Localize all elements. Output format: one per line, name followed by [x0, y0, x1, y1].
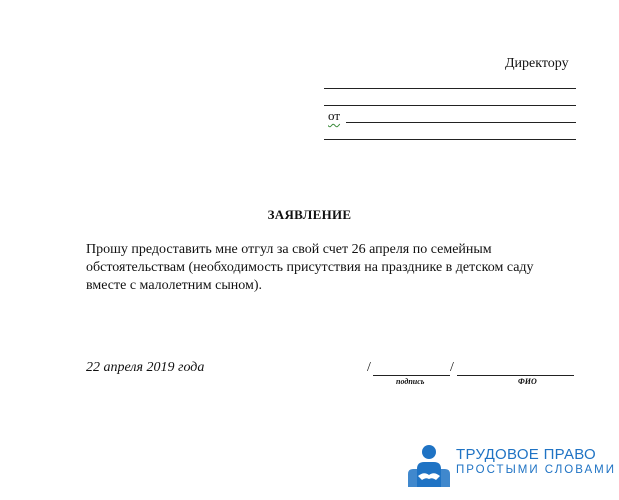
- from-label: [328, 108, 340, 124]
- logo-text: [456, 446, 616, 476]
- statement-body: [86, 241, 586, 295]
- statement-line: вместе с малолетним сыном).: [86, 278, 262, 293]
- addressee-label: Директору: [505, 56, 569, 71]
- addressee-line-1: [324, 88, 576, 89]
- signature-slash-middle: /: [450, 360, 454, 375]
- document-title: ЗАЯВЛЕНИЕ: [267, 207, 352, 222]
- statement-line: Прошу предоставить мне отгул за свой счет 26 апреля по семейным: [86, 242, 492, 257]
- logo-subtitle: ПРОСТЫМИ СЛОВАМИ: [456, 464, 617, 476]
- from-line: [346, 122, 576, 123]
- statement-line: обстоятельствам (необходимость присутствия на празднике в детском саду: [86, 260, 534, 275]
- signature-slash-left: /: [367, 360, 371, 375]
- from-label-text: от: [328, 108, 341, 123]
- handshake-people-icon: [406, 443, 452, 489]
- logo-title: ТРУДОВОЕ ПРАВО: [456, 446, 597, 463]
- statement-date: 22 апреля 2019 года: [86, 360, 205, 375]
- from-line-2: [324, 139, 576, 140]
- name-line: [457, 375, 574, 376]
- signature-caption: подпись: [396, 377, 425, 386]
- name-caption: ФИО: [518, 377, 537, 386]
- signature-line: [373, 375, 450, 376]
- addressee-line-2: [324, 105, 576, 106]
